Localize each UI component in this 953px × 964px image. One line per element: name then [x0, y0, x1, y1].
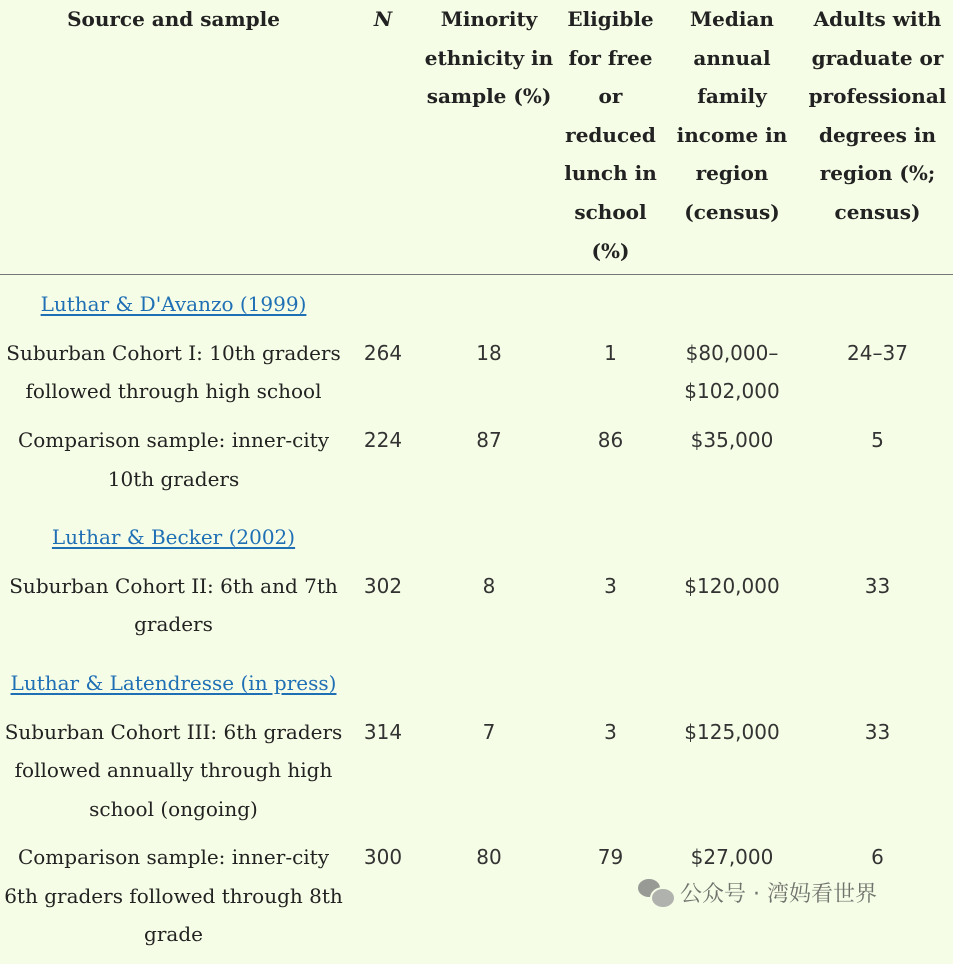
degrees-cell: 33: [864, 719, 891, 744]
header-minority-ethnicity: Minority ethnicity in sample (%): [419, 0, 559, 275]
sample-cell: Comparison sample: inner-city 6th graders followed through 8th grade: [4, 845, 343, 947]
source-link-luthar-latendresse-in-press[interactable]: Luthar & Latendresse (in press): [10, 670, 337, 695]
sample-cell: Suburban Cohort III: 6th graders followed annually through high school (ongoing): [4, 719, 343, 821]
n-cell: 314: [363, 719, 403, 744]
n-cell: 264: [363, 340, 403, 365]
income-cell: $27,000: [690, 845, 774, 870]
header-graduate-degrees: Adults with graduate or professional degrees in region (%; census): [802, 0, 953, 275]
n-cell: 302: [363, 573, 403, 598]
table-row: [0, 567, 953, 654]
wechat-icon: [638, 879, 672, 905]
n-cell: 300: [363, 845, 403, 870]
degrees-cell: 24–37: [847, 340, 908, 365]
n-cell: 224: [363, 427, 403, 452]
source-link-luthar-becker-2002[interactable]: Luthar & Becker (2002): [51, 525, 296, 550]
income-cell: $80,000–$102,000: [684, 340, 780, 404]
income-cell: $125,000: [684, 719, 780, 744]
lunch-cell: 1: [604, 340, 617, 365]
source-row: [0, 508, 953, 567]
table-row: [0, 713, 953, 839]
table-row: [0, 421, 953, 508]
lunch-cell: 79: [597, 845, 624, 870]
watermark-text: 公众号 · 湾妈看世界: [680, 881, 877, 907]
table-header: [0, 0, 953, 275]
source-row: [0, 275, 953, 334]
watermark: [638, 872, 877, 912]
minority-cell: 7: [482, 719, 496, 744]
source-link-luthar-davanzo-1999[interactable]: Luthar & D'Avanzo (1999): [40, 292, 307, 317]
lunch-cell: 3: [604, 573, 617, 598]
minority-cell: 80: [476, 845, 502, 870]
lunch-cell: 3: [604, 719, 617, 744]
header-free-lunch: Eligible for free or reduced lunch in school (%): [559, 0, 662, 275]
source-row: [0, 654, 953, 713]
sample-cell: Suburban Cohort I: 10th graders followed through high school: [6, 340, 341, 404]
minority-cell: 18: [476, 340, 502, 365]
table-row: [0, 334, 953, 421]
header-source-and-sample: Source and sample: [0, 0, 347, 275]
income-cell: $35,000: [690, 427, 774, 452]
sample-cell: Comparison sample: inner-city 10th graders: [17, 427, 330, 491]
income-cell: $120,000: [684, 573, 780, 598]
minority-cell: 87: [476, 427, 502, 452]
degrees-cell: 5: [871, 427, 884, 452]
degrees-cell: 6: [871, 845, 884, 870]
degrees-cell: 33: [864, 573, 891, 598]
header-median-income: Median annual family income in region (census): [662, 0, 802, 275]
minority-cell: 8: [482, 573, 496, 598]
sample-cell: Suburban Cohort II: 6th and 7th graders: [9, 573, 338, 637]
header-n: N: [347, 0, 419, 275]
lunch-cell: 86: [597, 427, 624, 452]
